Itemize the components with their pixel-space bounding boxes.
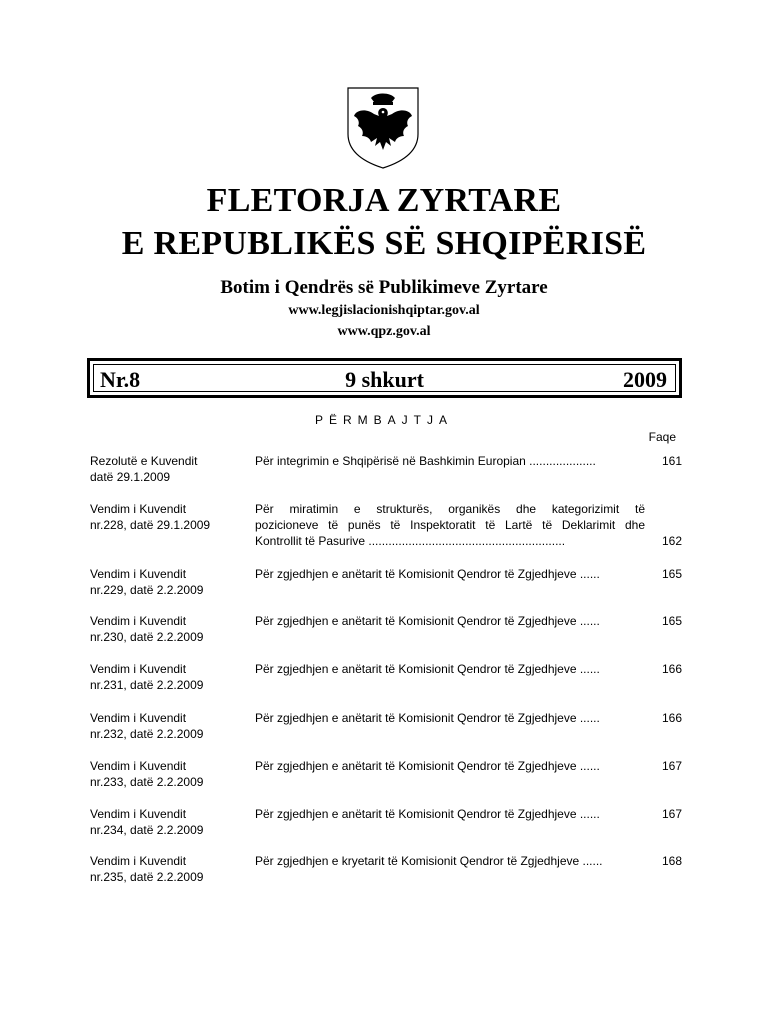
- website-url-2: www.qpz.gov.al: [337, 324, 431, 339]
- subject-line: Kontrollit të Pasurive ...........................................................: [255, 534, 566, 548]
- act-number-date: datë 29.1.2009: [90, 470, 171, 484]
- issue-number: Nr.8: [100, 367, 141, 392]
- act-subject: [255, 853, 645, 869]
- act-subject: [255, 710, 645, 726]
- albanian-coat-of-arms-icon: [344, 84, 422, 170]
- subject-line: Për zgjedhjen e anëtarit të Komisionit Qendror të Zgjedhjeve ......: [255, 759, 600, 773]
- subject-line: Për zgjedhjen e anëtarit të Komisionit Qendror të Zgjedhjeve ......: [255, 662, 600, 676]
- subject-line: Për zgjedhjen e anëtarit të Komisionit Qendror të Zgjedhjeve ......: [255, 614, 600, 628]
- act-number-date: nr.231, datë 2.2.2009: [90, 678, 204, 692]
- act-type: Vendim i Kuvendit: [90, 502, 187, 516]
- act-subject: [255, 613, 645, 629]
- subject-line: Për miratimin e strukturës, organikës dhe kategorizimit të: [255, 502, 645, 516]
- page-number: 165: [661, 614, 682, 628]
- page-number: 162: [661, 534, 682, 548]
- page-number: 161: [661, 454, 682, 468]
- issue-info-box: [87, 358, 682, 398]
- page-number: 166: [661, 662, 682, 676]
- act-reference: [90, 758, 250, 790]
- contents-heading: PËRMBAJTJA: [314, 413, 453, 427]
- issue-info-inner-frame: [93, 364, 676, 392]
- page-number: 168: [661, 854, 682, 868]
- act-type: Vendim i Kuvendit: [90, 711, 187, 725]
- act-subject: [255, 453, 645, 469]
- subject-line: pozicioneve të punës të Inspektoratit të Lartë të Deklarimit dhe: [255, 518, 645, 532]
- act-subject: [255, 758, 645, 774]
- act-reference: [90, 853, 250, 885]
- subject-line: Për integrimin e Shqipërisë në Bashkimin Europian ....................: [255, 454, 596, 468]
- masthead-title-line2: E REPUBLIKËS SË SHQIPËRISË: [121, 225, 647, 262]
- subject-line: Për zgjedhjen e anëtarit të Komisionit Qendror të Zgjedhjeve ......: [255, 711, 600, 725]
- website-url-1: www.legjislacionishqiptar.gov.al: [288, 303, 480, 318]
- act-reference: [90, 566, 250, 598]
- act-subject: [255, 661, 645, 677]
- page-number: 167: [661, 759, 682, 773]
- act-subject: [255, 501, 645, 549]
- act-number-date: nr.230, datë 2.2.2009: [90, 630, 204, 644]
- page-number: 165: [661, 567, 682, 581]
- masthead-title-line1: FLETORJA ZYRTARE: [206, 182, 562, 219]
- page-number: 166: [661, 711, 682, 725]
- act-type: Vendim i Kuvendit: [90, 759, 187, 773]
- act-reference: [90, 613, 250, 645]
- act-number-date: nr.228, datë 29.1.2009: [90, 518, 211, 532]
- subject-line: Për zgjedhjen e kryetarit të Komisionit Qendror të Zgjedhjeve ......: [255, 854, 603, 868]
- act-reference: [90, 453, 250, 485]
- subject-line: Për zgjedhjen e anëtarit të Komisionit Qendror të Zgjedhjeve ......: [255, 807, 600, 821]
- act-reference: [90, 661, 250, 693]
- act-type: Vendim i Kuvendit: [90, 614, 187, 628]
- subject-line: Për zgjedhjen e anëtarit të Komisionit Qendror të Zgjedhjeve ......: [255, 567, 600, 581]
- issue-date: 9 shkurt: [345, 367, 424, 392]
- act-type: Vendim i Kuvendit: [90, 807, 187, 821]
- issue-year: 2009: [623, 367, 667, 392]
- act-number-date: nr.235, datë 2.2.2009: [90, 870, 204, 884]
- publisher-line: Botim i Qendrës së Publikimeve Zyrtare: [220, 277, 548, 298]
- act-type: Vendim i Kuvendit: [90, 854, 187, 868]
- act-reference: [90, 710, 250, 742]
- act-subject: [255, 806, 645, 822]
- act-reference: [90, 806, 250, 838]
- act-number-date: nr.232, datë 2.2.2009: [90, 727, 204, 741]
- page-column-label: Faqe: [648, 430, 676, 444]
- act-type: Vendim i Kuvendit: [90, 662, 187, 676]
- act-type: Vendim i Kuvendit: [90, 567, 187, 581]
- act-number-date: nr.229, datë 2.2.2009: [90, 583, 204, 597]
- act-type: Rezolutë e Kuvendit: [90, 454, 198, 468]
- act-number-date: nr.234, datë 2.2.2009: [90, 823, 204, 837]
- page-number: 167: [661, 807, 682, 821]
- act-number-date: nr.233, datë 2.2.2009: [90, 775, 204, 789]
- act-subject: [255, 566, 645, 582]
- act-reference: [90, 501, 250, 533]
